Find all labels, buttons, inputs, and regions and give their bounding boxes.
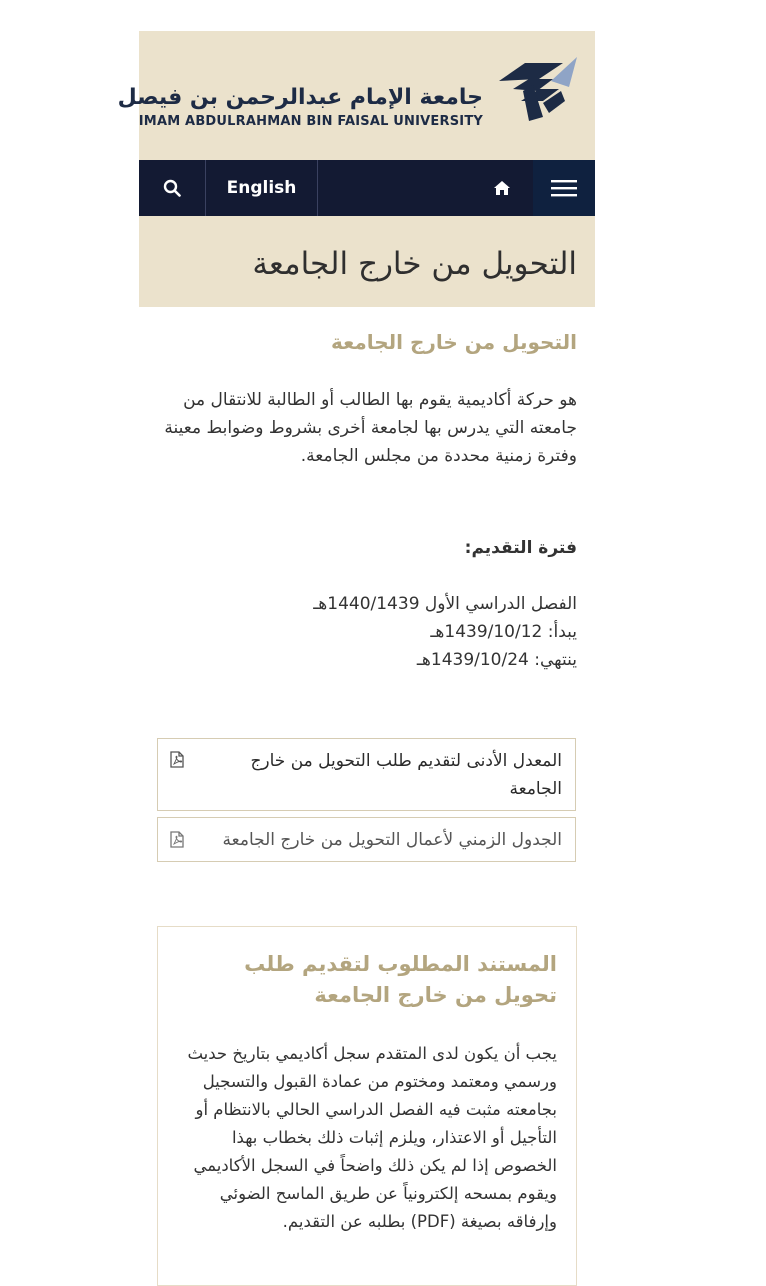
main-navbar: [139, 160, 595, 216]
application-period-label: فترة التقديم:: [464, 538, 577, 558]
pdf-icon: [170, 751, 184, 768]
pdf-icon: [170, 831, 184, 848]
home-icon: [493, 180, 511, 196]
search-button[interactable]: [139, 160, 206, 216]
logo-english-text: IMAM ABDULRAHMAN BIN FAISAL UNIVERSITY: [138, 114, 483, 129]
language-switch-link[interactable]: English: [206, 160, 318, 216]
page-title: التحويل من خارج الجامعة: [252, 246, 577, 282]
search-icon: [163, 179, 181, 197]
hamburger-menu-icon: [551, 179, 577, 197]
document-link-min-gpa[interactable]: [157, 738, 576, 811]
end-date-text: ينتهي: 1439/10/24هـ: [416, 650, 577, 670]
page-title-band: [139, 216, 595, 307]
document-link-timetable[interactable]: [157, 817, 576, 862]
navbar-spacer: [318, 160, 471, 216]
required-document-body: يجب أن يكون لدى المتقدم سجل أكاديمي بتاريخ حديث ورسمي ومعتمد ومختوم من عمادة القبول والتسجيل بجامعته مثبت فيه الفصل الدراسي الحالي بالانتظام أو التأجيل أو الاعتذار، ويلزم إثبات ذلك بخطاب بهذا الخصوص إذا لم يكن ذلك واضحاً في السجل الأكاديمي ويقوم بمسحه إلكترونياً عن طريق الماسح الضوئي وإرفاقه بصيغة (PDF) بطلبه عن التقديم.: [187, 1044, 557, 1231]
section-title: التحويل من خارج الجامعة: [330, 330, 577, 354]
section-description: هو حركة أكاديمية يقوم بها الطالب أو الطالبة للانتقال من جامعته التي يدرس بها لجامعة أخرى بشروط وضوابط معينة وفترة زمنية محددة من مجلس الجامعة.: [164, 390, 577, 466]
logo-arabic-text: جامعة الإمام عبدالرحمن بن فيصل: [117, 85, 483, 110]
page-container: [117, 31, 595, 307]
start-date-text: يبدأ: 1439/10/12هـ: [430, 622, 577, 642]
menu-button[interactable]: [533, 160, 595, 216]
home-button[interactable]: [471, 160, 533, 216]
required-document-title: المستند المطلوب لتقديم طلب تحويل من خارج الجامعة: [244, 952, 557, 1007]
university-logo-icon[interactable]: [499, 57, 577, 125]
semester-text: الفصل الدراسي الأول 1440/1439هـ: [313, 594, 577, 614]
required-document-box: [157, 926, 577, 1286]
application-dates: [313, 590, 577, 674]
header-logo-band: [117, 31, 595, 160]
document-link-label: المعدل الأدنى لتقديم طلب التحويل من خارج الجامعة: [250, 751, 562, 799]
document-link-label: الجدول الزمني لأعمال التحويل من خارج الجامعة: [222, 830, 562, 850]
